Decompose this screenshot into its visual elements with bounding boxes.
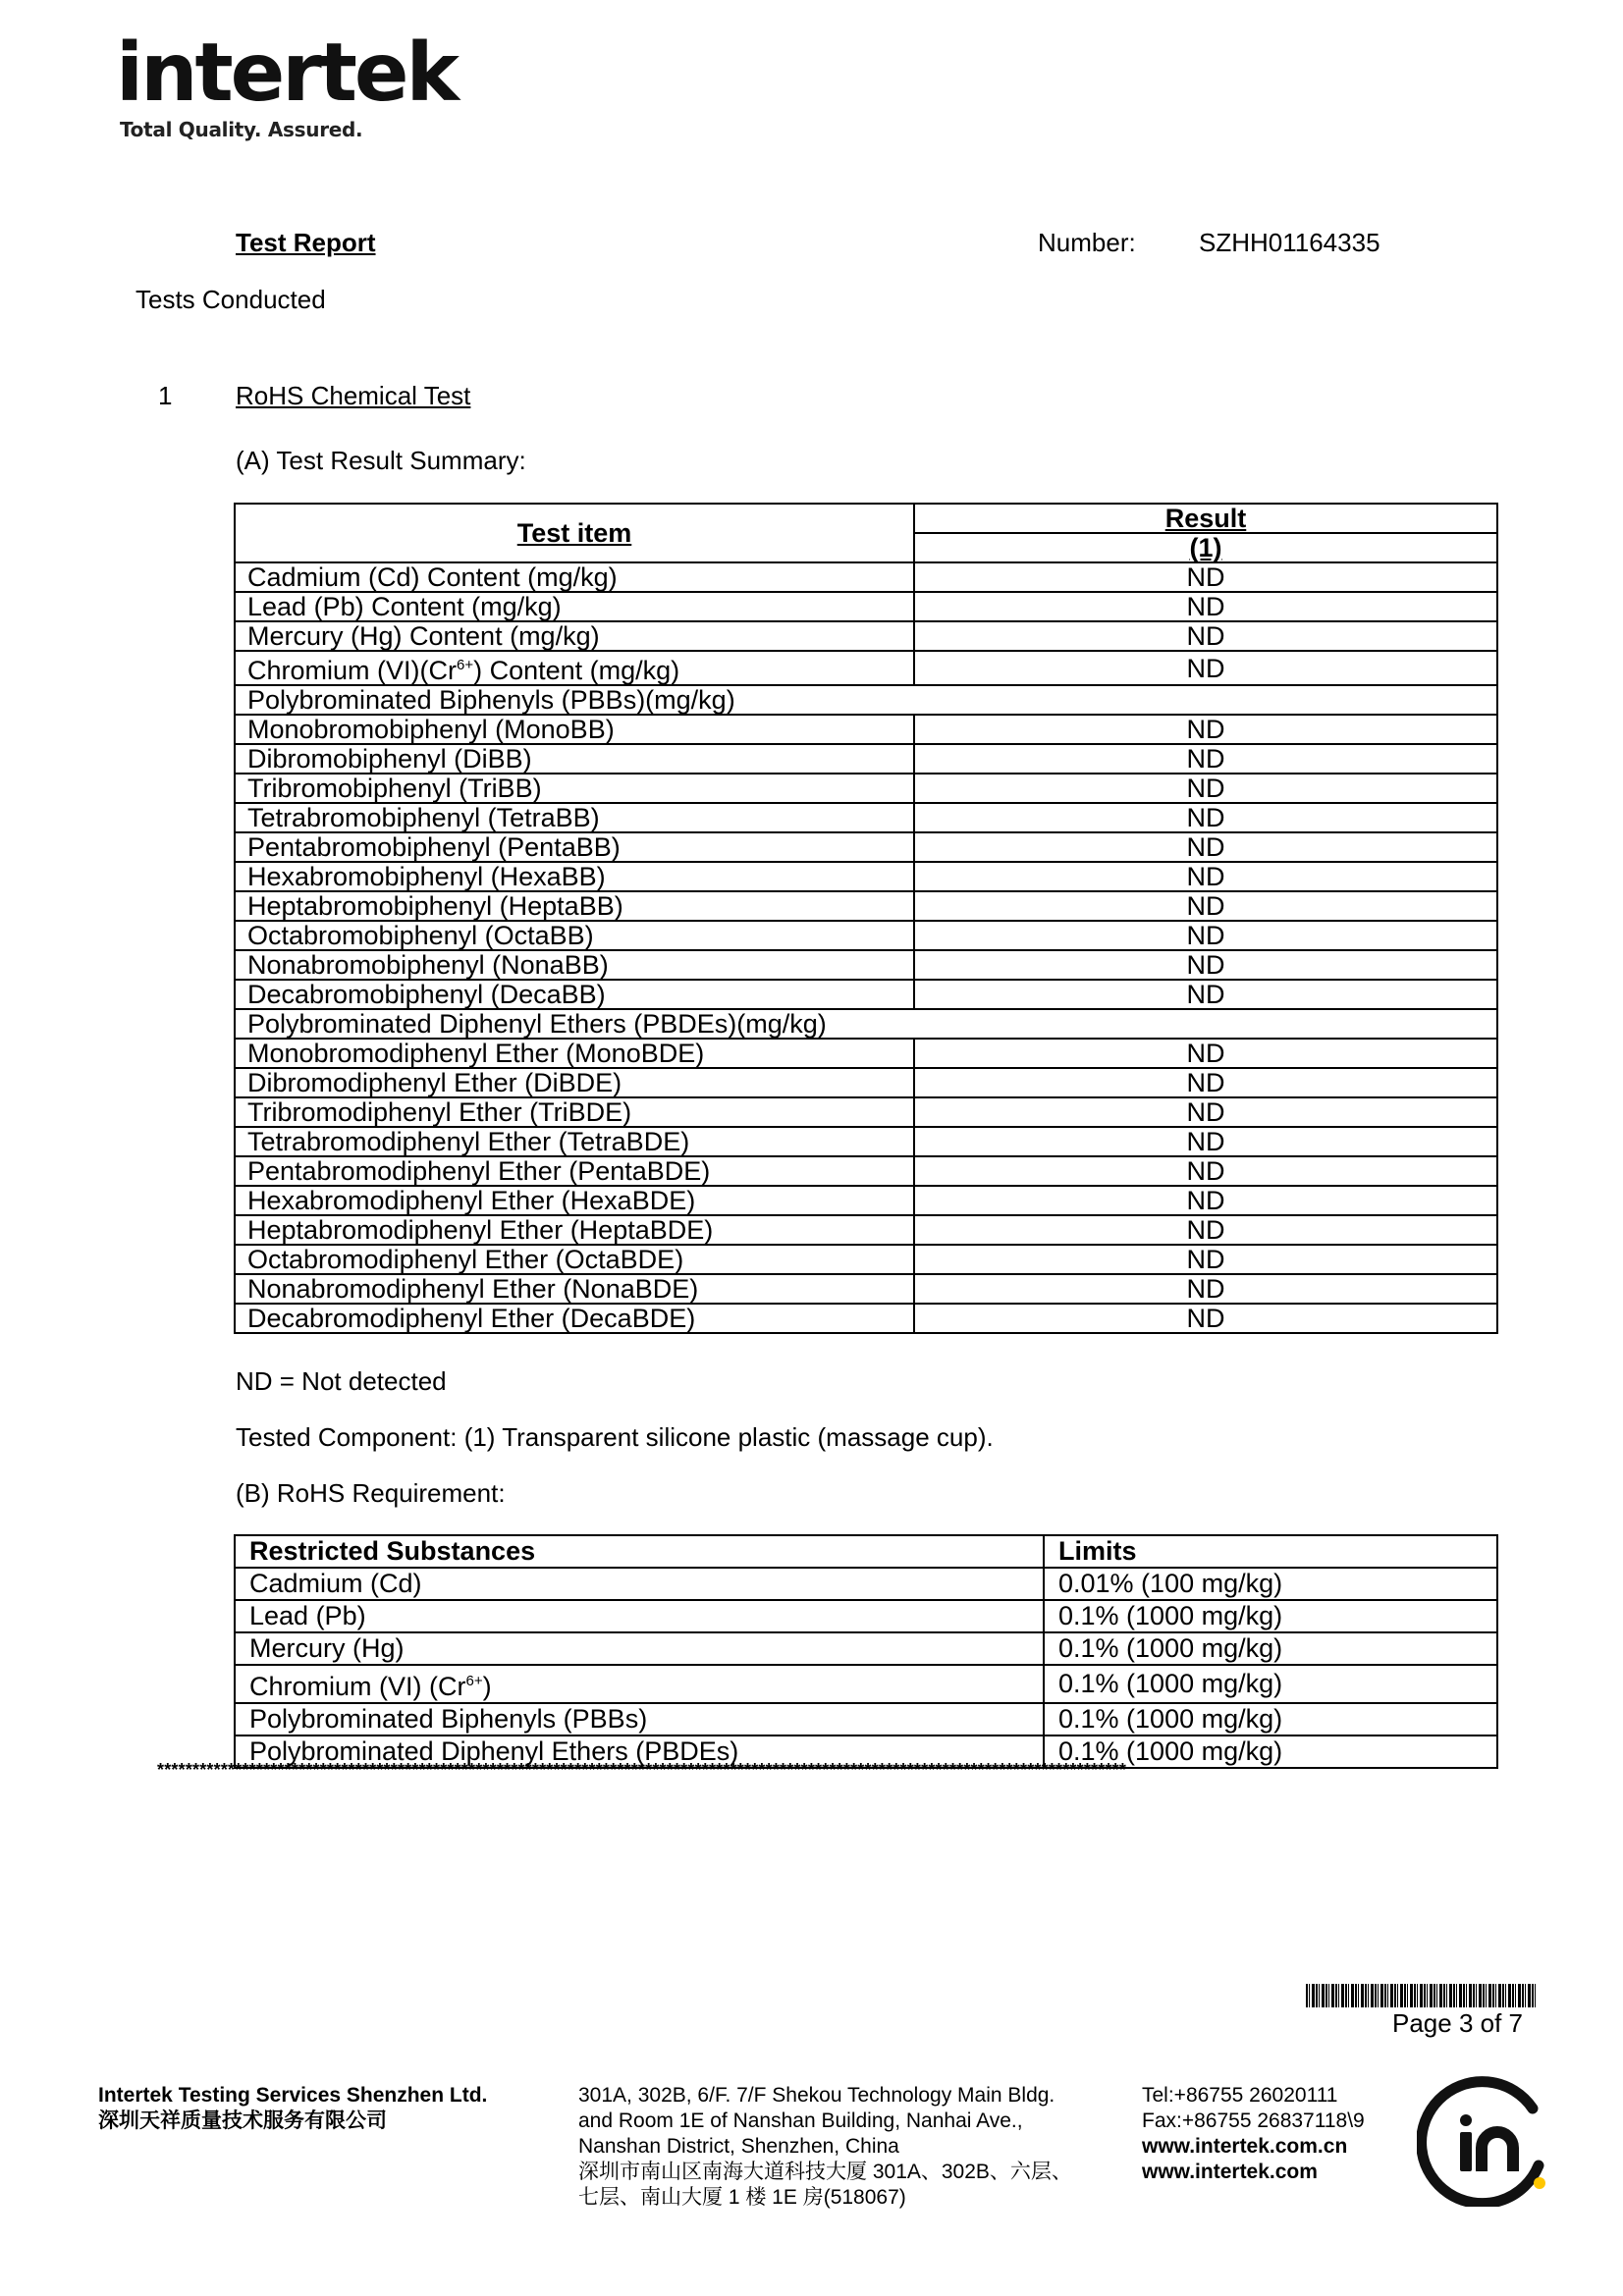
limit-cell: 0.1% (1000 mg/kg): [1044, 1665, 1497, 1703]
substance-text: Chromium (VI) (Cr: [249, 1672, 466, 1701]
test-item-cell: Dibromodiphenyl Ether (DiBDE): [235, 1068, 914, 1097]
intertek-circle-logo-icon: [1417, 2071, 1552, 2207]
results-group-row: [235, 1009, 1497, 1039]
address-line: 深圳市南山区南海大道科技大厦 301A、302B、六层、: [578, 2161, 1072, 2183]
result-cell: ND: [914, 1245, 1497, 1274]
results-table: [234, 503, 1498, 1334]
col-test-item: Test item: [235, 504, 914, 562]
results-row: [235, 592, 1497, 621]
test-item-cell: Decabromobiphenyl (DecaBB): [235, 980, 914, 1009]
substance-cell: Polybrominated Biphenyls (PBBs): [235, 1703, 1044, 1735]
test-item-cell: Pentabromobiphenyl (PentaBB): [235, 832, 914, 862]
test-item-cell: Monobromobiphenyl (MonoBB): [235, 715, 914, 744]
fax: Fax:+86755 26837118\9: [1142, 2109, 1365, 2132]
result-cell: ND: [914, 921, 1497, 950]
footer-contact: [1142, 2083, 1365, 2185]
result-cell: ND: [914, 715, 1497, 744]
test-item-cell: Hexabromobiphenyl (HexaBB): [235, 862, 914, 891]
report-number: SZHH01164335: [1199, 228, 1380, 257]
company-name-cn: 深圳天祥质量技术服务有限公司: [98, 2109, 387, 2132]
results-row: [235, 621, 1497, 651]
requirement-row: [235, 1568, 1497, 1600]
results-row: [235, 832, 1497, 862]
superscript: 6+: [465, 1673, 483, 1689]
substance-cell: [235, 1665, 1044, 1703]
requirement-row: [235, 1600, 1497, 1632]
limit-cell: 0.1% (1000 mg/kg): [1044, 1735, 1497, 1768]
section-title: RoHS Chemical Test: [236, 381, 471, 410]
test-item-cell: Tetrabromobiphenyl (TetraBB): [235, 803, 914, 832]
result-cell: ND: [914, 774, 1497, 803]
requirement-heading: (B) RoHS Requirement:: [236, 1478, 506, 1508]
result-cell: ND: [914, 744, 1497, 774]
results-group-row: [235, 685, 1497, 715]
test-item-cell: Mercury (Hg) Content (mg/kg): [235, 621, 914, 651]
result-cell: ND: [914, 651, 1497, 685]
result-cell: ND: [914, 592, 1497, 621]
address-line: and Room 1E of Nanshan Building, Nanhai Ave.,: [578, 2109, 1023, 2132]
intertek-logo: [116, 27, 458, 141]
results-row: [235, 651, 1497, 685]
results-row: [235, 980, 1497, 1009]
logo-wordmark: intertek: [116, 27, 458, 120]
results-row: [235, 715, 1497, 744]
page-number: Page 3 of 7: [1392, 2008, 1523, 2038]
result-cell: ND: [914, 621, 1497, 651]
test-item-cell: [235, 651, 914, 685]
result-cell: ND: [914, 950, 1497, 980]
result-cell: ND: [914, 1215, 1497, 1245]
test-item-cell: Tribromobiphenyl (TriBB): [235, 774, 914, 803]
results-row: [235, 1156, 1497, 1186]
requirement-row: [235, 1665, 1497, 1703]
separator-line: *****************************************************************************************************************************************: [157, 1760, 1127, 1780]
results-row: [235, 1097, 1497, 1127]
superscript: 6+: [457, 657, 474, 673]
logo-tagline: Total Quality. Assured.: [120, 118, 363, 141]
summary-heading: (A) Test Result Summary:: [236, 446, 526, 475]
substance-text: ): [482, 1672, 492, 1701]
col-restricted-substances: Restricted Substances: [235, 1535, 1044, 1568]
result-cell: ND: [914, 562, 1497, 592]
nd-note: ND = Not detected: [236, 1366, 447, 1396]
result-cell: ND: [914, 1186, 1497, 1215]
result-cell: ND: [914, 891, 1497, 921]
result-cell: ND: [914, 1304, 1497, 1333]
col-result: Result: [914, 504, 1497, 533]
address-line: Nanshan District, Shenzhen, China: [578, 2135, 899, 2158]
requirement-header-row: [235, 1535, 1497, 1568]
tested-component: Tested Component: (1) Transparent silicone plastic (massage cup).: [236, 1422, 994, 1452]
results-row: [235, 1068, 1497, 1097]
test-item-cell: Tribromodiphenyl Ether (TriBDE): [235, 1097, 914, 1127]
results-row: [235, 1215, 1497, 1245]
result-cell: ND: [914, 1039, 1497, 1068]
result-cell: ND: [914, 980, 1497, 1009]
group-label: Polybrominated Biphenyls (PBBs)(mg/kg): [235, 685, 1497, 715]
result-cell: ND: [914, 1274, 1497, 1304]
results-row: [235, 562, 1497, 592]
test-item-cell: Heptabromobiphenyl (HeptaBB): [235, 891, 914, 921]
substance-cell: Polybrominated Diphenyl Ethers (PBDEs): [235, 1735, 1044, 1768]
result-cell: ND: [914, 1097, 1497, 1127]
section-heading: Tests Conducted: [135, 285, 326, 314]
number-label: Number:: [1038, 228, 1136, 257]
results-row: [235, 862, 1497, 891]
results-row: [235, 1127, 1497, 1156]
limit-cell: 0.1% (1000 mg/kg): [1044, 1703, 1497, 1735]
results-header-row: [235, 504, 1497, 533]
requirement-row: [235, 1632, 1497, 1665]
address-line: 七层、南山大厦 1 楼 1E 房(518067): [578, 2186, 906, 2209]
website-cn-link[interactable]: www.intertek.com.cn: [1142, 2135, 1348, 2158]
report-title: Test Report: [236, 228, 376, 257]
test-item-cell: Decabromodiphenyl Ether (DecaBDE): [235, 1304, 914, 1333]
results-row: [235, 1274, 1497, 1304]
tel: Tel:+86755 26020111: [1142, 2084, 1338, 2107]
section-index: 1: [158, 381, 173, 410]
results-row: [235, 1186, 1497, 1215]
test-item-cell: Monobromodiphenyl Ether (MonoBDE): [235, 1039, 914, 1068]
website-link[interactable]: www.intertek.com: [1142, 2161, 1318, 2183]
test-item-cell: Dibromobiphenyl (DiBB): [235, 744, 914, 774]
results-row: [235, 774, 1497, 803]
footer-company: [98, 2083, 487, 2134]
test-item-text: Chromium (VI)(Cr: [247, 656, 457, 685]
limit-cell: 0.1% (1000 mg/kg): [1044, 1600, 1497, 1632]
test-item-cell: Hexabromodiphenyl Ether (HexaBDE): [235, 1186, 914, 1215]
results-row: [235, 950, 1497, 980]
test-item-cell: Nonabromodiphenyl Ether (NonaBDE): [235, 1274, 914, 1304]
result-cell: ND: [914, 803, 1497, 832]
results-row: [235, 1304, 1497, 1333]
results-row: [235, 921, 1497, 950]
limit-cell: 0.01% (100 mg/kg): [1044, 1568, 1497, 1600]
requirement-row: [235, 1703, 1497, 1735]
result-cell: ND: [914, 1068, 1497, 1097]
test-item-text: ) Content (mg/kg): [473, 656, 680, 685]
substance-cell: Mercury (Hg): [235, 1632, 1044, 1665]
test-item-cell: Lead (Pb) Content (mg/kg): [235, 592, 914, 621]
result-cell: ND: [914, 1156, 1497, 1186]
substance-cell: Lead (Pb): [235, 1600, 1044, 1632]
result-cell: ND: [914, 862, 1497, 891]
result-cell: ND: [914, 1127, 1497, 1156]
results-row: [235, 1245, 1497, 1274]
company-name-en: Intertek Testing Services Shenzhen Ltd.: [98, 2084, 488, 2107]
address-line: 301A, 302B, 6/F. 7/F Shekou Technology Main Bldg.: [578, 2084, 1055, 2107]
results-row: [235, 803, 1497, 832]
substance-cell: Cadmium (Cd): [235, 1568, 1044, 1600]
test-item-cell: Nonabromobiphenyl (NonaBB): [235, 950, 914, 980]
col-result-sub: (1): [914, 533, 1497, 562]
test-item-cell: Octabromodiphenyl Ether (OctaBDE): [235, 1245, 914, 1274]
results-row: [235, 891, 1497, 921]
test-item-cell: Pentabromodiphenyl Ether (PentaBDE): [235, 1156, 914, 1186]
test-item-cell: Cadmium (Cd) Content (mg/kg): [235, 562, 914, 592]
requirement-table: [234, 1534, 1498, 1769]
group-label: Polybrominated Diphenyl Ethers (PBDEs)(mg/kg): [235, 1009, 1497, 1039]
test-item-cell: Octabromobiphenyl (OctaBB): [235, 921, 914, 950]
results-row: [235, 744, 1497, 774]
results-row: [235, 1039, 1497, 1068]
result-cell: ND: [914, 832, 1497, 862]
barcode: [1306, 1984, 1536, 2007]
test-item-cell: Heptabromodiphenyl Ether (HeptaBDE): [235, 1215, 914, 1245]
col-limits: Limits: [1044, 1535, 1497, 1568]
footer-address: [578, 2083, 1072, 2211]
test-item-cell: Tetrabromodiphenyl Ether (TetraBDE): [235, 1127, 914, 1156]
limit-cell: 0.1% (1000 mg/kg): [1044, 1632, 1497, 1665]
